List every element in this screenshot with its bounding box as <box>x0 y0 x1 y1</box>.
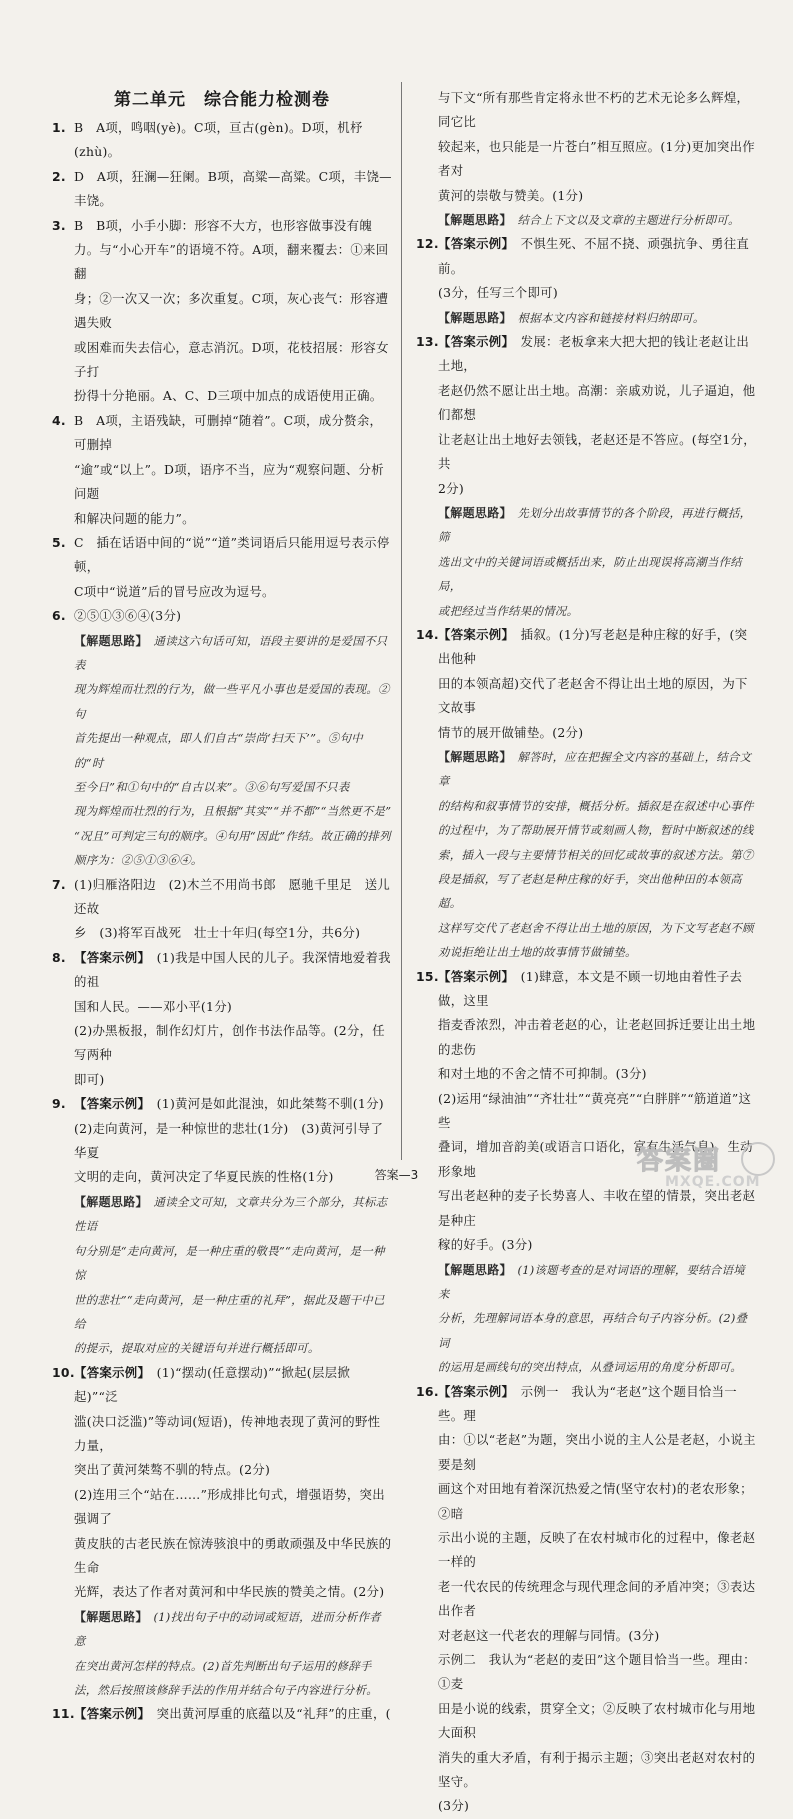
section-tag: 【解题思路】 <box>74 633 142 648</box>
text-line <box>438 1428 756 1477</box>
text-line <box>74 1410 392 1459</box>
section-tag: 【答案示例】 <box>438 334 508 350</box>
text-line <box>438 1087 756 1136</box>
text-line <box>438 1624 756 1648</box>
line-text: 示出小说的主题，反映了在农村城市化的过程中，像老赵一样的 <box>438 1529 756 1570</box>
line-text: 发展：老板拿来大把大把的钱让老赵让出土地， <box>438 334 750 374</box>
section-tag: 【解题思路】 <box>438 1262 506 1277</box>
line-text: 画这个对田地有着深沉热爱之情(坚守农村)的老农形象；②暗 <box>438 1481 753 1521</box>
line-text: 身；②一次又一次；多次重复。C项，灰心丧气：形容遭遇失败 <box>74 290 389 331</box>
answer-item <box>52 116 392 165</box>
section-tag: 【答案示例】 <box>74 949 144 965</box>
line-text: 国和人民。——邓小平(1分) <box>74 998 233 1014</box>
column-divider <box>401 82 402 1160</box>
watermark-seal-icon <box>741 1142 775 1176</box>
text-line <box>438 745 756 794</box>
text-line <box>438 940 756 964</box>
line-text: 光辉，表达了作者对黄河和中华民族的赞美之情。(2分) <box>74 1584 385 1600</box>
text-line <box>74 1580 392 1604</box>
line-text: 劝说拒绝让出土地的故事情节做铺垫。 <box>438 945 637 960</box>
line-text: ②⑤①③⑥④(3分) <box>74 608 182 624</box>
section-tag: 【解题思路】 <box>74 1194 142 1209</box>
section-tag: 【答案示例】 <box>438 236 508 252</box>
text-line <box>438 232 756 281</box>
line-text: “逾”或“以上”。D项，语序不当，应为“观察问题、分析问题 <box>74 461 384 502</box>
text-line <box>74 604 392 628</box>
line-text: 结合上下文以及文章的主题进行分析即可。 <box>517 213 740 228</box>
line-text: (2)办黑板报，制作幻灯片，创作书法作品等。(2分，任写两种 <box>74 1023 385 1063</box>
text-line <box>74 1019 392 1068</box>
question-number: 13. <box>416 334 439 350</box>
line-text: (3分) <box>438 1798 470 1814</box>
line-text: B A项，主语残缺，可删掉“随着”。C项，成分赘余，可删掉 <box>74 412 383 453</box>
line-text: 通读这六句话可知，语段主要讲的是爱国不只表 <box>74 633 388 672</box>
line-text: 现为辉煌而壮烈的行为，且根据“其实”“并不都”“当然更不是” <box>74 804 392 819</box>
line-text: 不惧生死、不屈不挠、顽强抗争、勇往直前。 <box>438 236 750 276</box>
line-text: 的提示，提取对应的关键语句并进行概括即可。 <box>74 1341 320 1356</box>
question-number: 4. <box>52 412 66 428</box>
line-text: (2)走向黄河，是一种惊世的悲壮(1分) (3)黄河引导了华夏 <box>74 1120 384 1161</box>
text-line <box>438 86 756 135</box>
line-text: 老一代农民的传统理念与现代理念间的矛盾冲突；③表达出作者 <box>438 1578 756 1619</box>
text-line <box>74 238 392 287</box>
watermark-logo <box>629 1140 779 1192</box>
text-line <box>438 916 756 940</box>
text-line <box>438 550 756 599</box>
question-number: 1. <box>52 120 66 135</box>
text-line <box>438 1355 756 1379</box>
answer-item <box>52 1361 392 1605</box>
question-number: 11. <box>52 1706 75 1722</box>
text-line <box>438 306 756 330</box>
question-number: 12. <box>416 236 439 252</box>
line-text: 解答时，应在把握全文内容的基础上，结合文章 <box>438 749 752 789</box>
section-tag: 【答案示例】 <box>74 1364 144 1380</box>
answer-item <box>416 965 756 1258</box>
section-tag: 【解题思路】 <box>74 1609 142 1624</box>
answer-item <box>52 1702 392 1726</box>
line-text: 示例一 我认为“老赵”这个题目恰当一些。理 <box>438 1383 737 1423</box>
line-text: 索，插入一段与主要情节相关的回忆或故事的叙述方法。第⑦ <box>438 847 754 862</box>
line-text: 选出文中的关键词语或概括出来，防止出现误将高潮当作结局， <box>438 554 742 594</box>
text-line <box>438 1380 756 1429</box>
line-text: 力。与“小心开车”的语境不符。A项，翻来覆去：①来回翻 <box>74 242 389 282</box>
text-line <box>438 501 756 550</box>
line-text: 示例二 我认为“老赵的麦田”这个题目恰当一些。理由：①麦 <box>438 1652 756 1692</box>
text-line <box>438 1233 756 1257</box>
line-text: 或把经过当作结果的情况。 <box>438 603 579 618</box>
analysis-block <box>416 306 756 330</box>
text-line <box>438 208 756 232</box>
text-line <box>438 281 756 305</box>
text-line <box>438 1794 756 1818</box>
analysis-block <box>416 745 756 965</box>
text-line <box>74 458 392 507</box>
text-line <box>74 873 392 922</box>
text-line <box>74 775 392 799</box>
text-line <box>74 1336 392 1360</box>
line-text: 段是插叙，写了老赵是种庄稼的好手，突出他种田的本领高超。 <box>438 872 742 911</box>
answer-item <box>52 409 392 531</box>
question-number: 6. <box>52 608 66 624</box>
text-line <box>74 848 392 872</box>
line-text: B B项，小手小脚：形容不大方，也形容做事没有魄 <box>74 217 373 233</box>
line-text: C 插在话语中间的“说”“道”类词语后只能用逗号表示停顿， <box>74 534 390 575</box>
text-line <box>438 818 756 842</box>
line-text: 的运用是画线句的突出特点，从叠词运用的角度分析即可。 <box>438 1360 742 1375</box>
line-text: D A项，狂澜—狂阑。B项，高粱—高粱。C项，丰饶—丰饶。 <box>74 168 392 209</box>
line-text: 滥(决口泛滥)”等动词(短语)，传神地表现了黄河的野性力量， <box>74 1413 381 1453</box>
text-line <box>438 965 756 1014</box>
line-text: “况且”可判定三句的顺序。④句用“因此”作结。故正确的排列 <box>74 828 391 843</box>
text-line <box>74 1239 392 1288</box>
answer-item <box>416 1380 756 1819</box>
text-line <box>74 921 392 945</box>
line-text: 黄皮肤的古老民族在惊涛骇浪中的勇敢顽强及中华民族的生命 <box>74 1535 392 1575</box>
text-line <box>438 672 756 721</box>
text-line <box>74 1702 392 1726</box>
line-text: 即可) <box>74 1071 105 1087</box>
text-line <box>438 1697 756 1746</box>
text-line <box>438 135 756 184</box>
answer-item <box>52 873 392 946</box>
question-number: 7. <box>52 876 66 892</box>
line-text: (1)该题考查的是对词语的理解，要结合语境来 <box>438 1262 745 1301</box>
line-text: 顺序为：②⑤①③⑥④。 <box>74 853 203 868</box>
line-text: 稼的好手。(3分) <box>438 1237 533 1253</box>
line-text: 消失的重大矛盾，有利于揭示主题；③突出老赵对农村的坚守。 <box>438 1749 756 1790</box>
line-text: 指麦香浓烈，冲击着老赵的心，让老赵回拆迁要让出土地的悲伤 <box>438 1017 756 1057</box>
text-line <box>74 1654 392 1678</box>
line-text: 写出老赵种的麦子长势喜人、丰收在望的情景，突出老赵是种庄 <box>438 1188 756 1228</box>
line-text: (1)我是中国人民的儿子。我深情地爱着我的祖 <box>74 949 391 990</box>
line-text: 现为辉煌而壮烈的行为，做一些平凡小事也是爱国的表现。②句 <box>74 682 390 721</box>
question-number: 3. <box>52 217 66 233</box>
section-tag: 【答案示例】 <box>438 1383 508 1399</box>
text-line <box>74 1068 392 1092</box>
line-text: 乡 (3)将军百战死 壮士十年归(每空1分，共6分) <box>74 925 361 941</box>
text-line <box>74 507 392 531</box>
text-line <box>438 184 756 208</box>
line-text: 的结构和叙事情节的安排，概括分析。插叙是在叙述中心事件 <box>438 798 754 813</box>
text-line <box>438 1526 756 1575</box>
text-line <box>438 428 756 477</box>
analysis-block <box>52 1605 392 1703</box>
text-line <box>438 379 756 428</box>
text-line <box>438 867 756 916</box>
answer-item <box>52 604 392 628</box>
line-text: 老赵仍然不愿让出土地。高潮：亲戚劝说，儿子逼迫，他们都想 <box>438 382 756 423</box>
text-line <box>438 721 756 745</box>
text-line <box>74 384 392 408</box>
text-line <box>74 214 392 238</box>
text-line <box>438 1648 756 1697</box>
line-text: 突出黄河厚重的底蕴以及“礼拜”的庄重，( <box>156 1706 391 1722</box>
text-line <box>74 580 392 604</box>
line-text: 在突出黄河怎样的特点。(2)首先判断出句子运用的修辞手 <box>74 1658 372 1673</box>
text-line <box>74 824 392 848</box>
continued-text <box>416 86 756 208</box>
text-line <box>74 946 392 995</box>
text-line <box>74 1532 392 1581</box>
text-line <box>74 531 392 580</box>
line-text: 由：①以“老赵”为题，突出小说的主人公是老赵，小说主要是刻 <box>438 1432 756 1472</box>
line-text: 这样写交代了老赵舍不得让出土地的原因，为下文写老赵不顾 <box>438 920 754 935</box>
line-text: 情节的展开做铺垫。(2分) <box>438 724 584 740</box>
text-line <box>438 1013 756 1062</box>
line-text: 突出了黄河桀骜不驯的特点。(2分) <box>74 1462 271 1478</box>
question-number: 9. <box>52 1096 66 1112</box>
text-line <box>74 1117 392 1166</box>
analysis-block <box>416 1258 756 1380</box>
line-text: 对老赵这一代老农的理解与同情。(3分) <box>438 1627 660 1643</box>
right-column <box>416 86 756 1819</box>
section-tag: 【答案示例】 <box>438 968 508 984</box>
line-text: 或困难而失去信心，意志消沉。D项，花枝招展：形容女子打 <box>74 339 389 380</box>
answer-item <box>52 165 392 214</box>
line-text: 句分别是“走向黄河，是一种庄重的敬畏”“走向黄河，是一种惊 <box>74 1243 385 1283</box>
line-text: B A项，鸣咽(yè)。C项，亘古(gèn)。D项，机杼(zhù)。 <box>74 120 363 160</box>
line-text: (1)黄河是如此混浊，如此桀骜不驯(1分) <box>156 1096 384 1112</box>
section-tag: 【解题思路】 <box>438 749 506 764</box>
text-line <box>74 677 392 726</box>
line-text: 黄河的崇敬与赞美。(1分) <box>438 187 584 203</box>
text-line <box>438 1306 756 1355</box>
text-line <box>438 843 756 867</box>
section-tag: 【答案示例】 <box>74 1706 144 1722</box>
section-tag: 【解题思路】 <box>438 310 506 325</box>
line-text: (1)找出句子中的动词或短语，进而分析作者意 <box>74 1609 381 1649</box>
section-tag: 【答案示例】 <box>438 626 508 642</box>
text-line <box>74 1092 392 1116</box>
answer-item <box>52 214 392 409</box>
line-text: 文明的走向，黄河决定了华夏民族的性格(1分) <box>74 1169 334 1185</box>
text-line <box>74 336 392 385</box>
answer-item <box>416 330 756 501</box>
line-text: 和解决问题的能力”。 <box>74 510 195 526</box>
left-column <box>52 86 392 1727</box>
text-line <box>438 330 756 379</box>
text-line <box>74 1678 392 1702</box>
line-text: 与下文“所有那些肯定将永世不朽的艺术无论多么辉煌，同它比 <box>438 90 750 130</box>
section-tag: 【答案示例】 <box>74 1096 144 1112</box>
line-text: 田是小说的线索，贯穿全文；②反映了农村城市化与用地大面积 <box>438 1700 756 1741</box>
text-line <box>74 165 392 214</box>
watermark-text: 答案圈 <box>637 1146 722 1176</box>
question-number: 15. <box>416 968 439 984</box>
question-number: 8. <box>52 949 66 965</box>
line-text: 2分) <box>438 480 465 496</box>
analysis-block <box>52 1190 392 1361</box>
line-text: (1)“摆动(任意摆动)”“掀起(层层掀起)”“泛 <box>74 1364 351 1405</box>
line-text: (3分，任写三个即可) <box>438 285 558 301</box>
text-line <box>74 409 392 458</box>
text-line <box>438 1062 756 1086</box>
question-number: 10. <box>52 1364 75 1380</box>
line-text: 法，然后按照该修辞手法的作用并结合句子内容进行分析。 <box>74 1683 378 1697</box>
analysis-block <box>52 629 392 873</box>
line-text: 先划分出故事情节的各个阶段，再进行概括，筛 <box>438 505 752 545</box>
line-text: 插叙。(1分)写老赵是种庄稼的好手，(突出他种 <box>438 626 748 667</box>
line-text: 田的本领高超)交代了老赵舍不得让出土地的原因，为下文故事 <box>438 675 748 716</box>
text-line <box>74 995 392 1019</box>
text-line <box>74 287 392 336</box>
question-number: 16. <box>416 1383 439 1399</box>
text-line <box>74 799 392 823</box>
answer-item <box>416 232 756 305</box>
line-text: 的过程中，为了帮助展开情节或刻画人物，暂时中断叙述的线 <box>438 823 754 838</box>
text-line <box>438 1258 756 1307</box>
text-line <box>74 1361 392 1410</box>
line-text: 让老赵让出土地好去领钱，老赵还是不答应。(每空1分，共 <box>438 431 756 472</box>
text-line <box>438 1477 756 1526</box>
answer-item <box>52 946 392 1092</box>
text-line <box>74 1288 392 1337</box>
line-text: 分析，先理解词语本身的意思，再结合句子内容分析。(2)叠词 <box>438 1311 748 1350</box>
section-tag: 【解题思路】 <box>438 505 506 520</box>
line-text: 至今日”和①句中的“自古以来”。③⑥句写爱国不只表 <box>74 779 350 794</box>
question-number: 14. <box>416 626 439 642</box>
line-text: (2)运用“绿油油”“齐壮壮”“黄亮亮”“白胖胖”“筋道道”这些 <box>438 1090 752 1131</box>
text-line <box>74 116 392 165</box>
line-text: 叠词，增加音韵美(或语言口语化，富有生活气息)，生动形象地 <box>438 1139 753 1179</box>
text-line <box>74 629 392 678</box>
answer-item <box>52 531 392 604</box>
analysis-block <box>416 208 756 232</box>
line-text: (1)归雁洛阳边 (2)木兰不用尚书郎 愿驰千里足 送儿还故 <box>74 876 391 916</box>
text-line <box>438 599 756 623</box>
page-title: 第二单元 综合能力检测卷 <box>114 90 330 110</box>
text-line <box>74 726 392 775</box>
page-footer: 答案—3 <box>374 1168 419 1182</box>
text-line <box>74 1605 392 1654</box>
line-text: 和对土地的不舍之情不可抑制。(3分) <box>438 1066 647 1082</box>
section-tag: 【解题思路】 <box>438 213 506 228</box>
line-text: C项中“说道”后的冒号应改为逗号。 <box>74 583 275 599</box>
text-line <box>438 1575 756 1624</box>
text-line <box>438 477 756 501</box>
question-number: 2. <box>52 168 66 184</box>
question-number: 5. <box>52 534 66 550</box>
line-text: (1)肆意，本文是不顾一切地由着性子去做，这里 <box>438 968 743 1009</box>
text-line <box>438 1746 756 1795</box>
line-text: 较起来，也只能是一片苍白”相互照应。(1分)更加突出作者对 <box>438 138 755 179</box>
line-text: (2)连用三个“站在……”形成排比句式，增强语势，突出强调了 <box>74 1486 385 1527</box>
answer-item <box>416 623 756 745</box>
line-text: 扮得十分艳丽。A、C、D三项中加点的成语使用正确。 <box>74 388 383 404</box>
text-line <box>74 1483 392 1532</box>
text-line <box>74 1458 392 1482</box>
line-text: 世的悲壮”“走向黄河，是一种庄重的礼拜”，据此及题干中已给 <box>74 1292 385 1331</box>
watermark-url: MXQE.COM <box>665 1174 761 1190</box>
line-text: 首先提出一种观点，即人们自古“崇尚‘扫天下’”。⑤句中的“时 <box>74 731 363 770</box>
line-text: 通读全文可知，文章共分为三个部分，其标志性语 <box>74 1194 388 1234</box>
text-line <box>438 794 756 818</box>
line-text: 根据本文内容和链接材料归纳即可。 <box>517 310 705 325</box>
text-line <box>438 623 756 672</box>
text-line <box>74 1190 392 1239</box>
analysis-block <box>416 501 756 623</box>
